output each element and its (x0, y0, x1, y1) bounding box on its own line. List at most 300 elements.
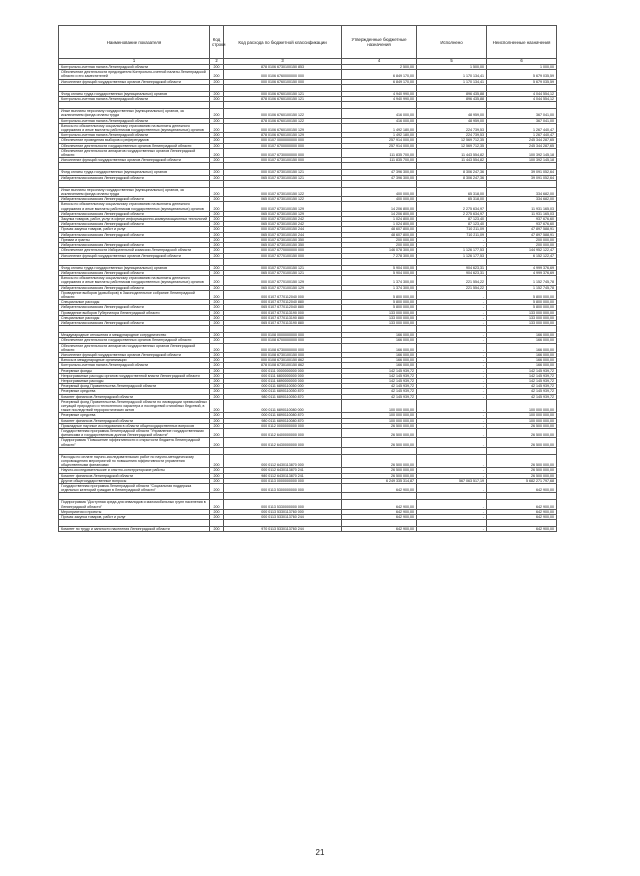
row-indicator-name: Избирательная комиссия Ленинградской области (59, 270, 210, 275)
row-indicator-name: Избирательная комиссия Ленинградской области (59, 305, 210, 310)
row-approved-amount: 2 500,00 (342, 65, 417, 70)
row-executed-amount: - (417, 468, 487, 473)
row-indicator-name: Проведение выборов (довыборов) в Законодательное собрание Ленинградской области (59, 290, 210, 299)
row-indicator-name: Избирательная комиссия Ленинградской области (59, 243, 210, 248)
row-approved-amount (342, 493, 417, 500)
table-row (59, 180, 557, 187)
row-remaining-amount (487, 447, 557, 454)
row-executed-amount: 2 275 634,97 (417, 202, 487, 211)
row-indicator-name: Резервные средства (59, 413, 210, 418)
row-line-code: 200 (210, 333, 224, 338)
row-remaining-amount: 47 897 588,91 (487, 232, 557, 237)
row-remaining-amount: 100 000 000,00 (487, 399, 557, 413)
row-approved-amount (342, 258, 417, 265)
table-row (59, 123, 557, 132)
row-executed-amount: 224 739,53 (417, 123, 487, 132)
row-executed-amount: 12 569 712,35 (417, 138, 487, 143)
row-classification-code: 970 0113 5330113760 244 (224, 527, 342, 532)
row-classification-code (224, 180, 342, 187)
row-remaining-amount: 642 900,00 (487, 484, 557, 493)
row-remaining-amount: 166 000,00 (487, 358, 557, 363)
row-remaining-amount: 26 500 000,00 (487, 473, 557, 478)
row-classification-code: 000 0106 6760100150 129 (224, 123, 342, 132)
row-indicator-name: Контрольно-счетная палата Ленинградской области (59, 65, 210, 70)
row-remaining-amount: 937 676,60 (487, 217, 557, 222)
row-classification-code: 878 0106 6760100150 122 (224, 118, 342, 123)
row-line-code: 200 (210, 175, 224, 180)
row-approved-amount: 47 396 300,00 (342, 170, 417, 175)
row-classification-code: 000 0113 0000000000 000 (224, 478, 342, 483)
row-remaining-amount: 26 500 000,00 (487, 454, 557, 468)
row-classification-code: 000 0111 6890110080 870 (224, 413, 342, 418)
row-remaining-amount: 642 900,00 (487, 527, 557, 532)
row-classification-code: 065 0107 6770113190 880 (224, 320, 342, 325)
row-indicator-name: Специальные расходы (59, 300, 210, 305)
row-indicator-name: Прочая закупка товаров, работ и услуг (59, 515, 210, 520)
row-line-code: 200 (210, 187, 224, 196)
row-executed-amount: 224 739,53 (417, 133, 487, 138)
row-classification-code: 878 0108 6730100150 862 (224, 363, 342, 368)
row-approved-amount: 133 000 000,00 (342, 315, 417, 320)
row-executed-amount: 12 569 712,35 (417, 143, 487, 148)
row-remaining-amount: 5 682 271 797,68 (487, 478, 557, 483)
row-classification-code: 000 0107 6730100150 000 (224, 158, 342, 163)
row-remaining-amount: 142 145 939,72 (487, 373, 557, 378)
row-remaining-amount: 144 952 122,47 (487, 248, 557, 253)
row-remaining-amount: 100 000 000,00 (487, 413, 557, 418)
row-executed-amount: 48 959,00 (417, 109, 487, 118)
row-approved-amount: 642 900,00 (342, 509, 417, 514)
row-classification-code: 065 0107 6730100150 121 (224, 175, 342, 180)
row-approved-amount: 142 145 939,72 (342, 378, 417, 383)
header-indicator-name: Наименование показателя (59, 26, 210, 59)
row-approved-amount: 642 900,00 (342, 527, 417, 532)
row-classification-code: 000 0107 6730100150 350 (224, 237, 342, 242)
row-classification-code: 065 0107 6730100150 122 (224, 197, 342, 202)
row-line-code: 200 (210, 418, 224, 423)
row-line-code: 200 (210, 454, 224, 468)
row-approved-amount: 1 374 300,00 (342, 285, 417, 290)
row-indicator-name (59, 447, 210, 454)
row-approved-amount: 133 000 000,00 (342, 310, 417, 315)
row-remaining-amount: 133 000 000,00 (487, 310, 557, 315)
row-executed-amount: 87 123,40 (417, 222, 487, 227)
row-executed-amount: 1 500,00 (417, 65, 487, 70)
row-remaining-amount (487, 326, 557, 333)
row-executed-amount (417, 326, 487, 333)
row-line-code: 200 (210, 478, 224, 483)
row-executed-amount: 904 623,31 (417, 265, 487, 270)
row-line-code: 200 (210, 138, 224, 143)
row-remaining-amount: 200 000,00 (487, 237, 557, 242)
row-remaining-amount: 642 900,00 (487, 515, 557, 520)
row-line-code: 200 (210, 515, 224, 520)
row-remaining-amount: 166 000,00 (487, 363, 557, 368)
row-remaining-amount: 245 344 287,65 (487, 143, 557, 148)
row-approved-amount: 4 940 990,00 (342, 91, 417, 96)
row-executed-amount: - (417, 418, 487, 423)
row-approved-amount: 5 904 000,00 (342, 265, 417, 270)
row-executed-amount: 221 554,22 (417, 285, 487, 290)
row-executed-amount: - (417, 305, 487, 310)
row-classification-code: 000 0106 6760000000 000 (224, 70, 342, 79)
row-executed-amount: - (417, 320, 487, 325)
row-line-code: 200 (210, 118, 224, 123)
row-classification-code: 000 0112 6430000000 000 (224, 438, 342, 447)
row-executed-amount (417, 258, 487, 265)
row-executed-amount: 1 170 134,41 (417, 79, 487, 84)
row-indicator-name: Государственная программа Ленинградской области "Управление государственными финансами и государственным долгом Ленинградской области" (59, 429, 210, 438)
row-executed-amount: - (417, 373, 487, 378)
row-indicator-name (59, 84, 210, 91)
row-indicator-name: Премии и гранты (59, 237, 210, 242)
row-line-code (210, 102, 224, 109)
row-executed-amount: - (417, 290, 487, 299)
row-classification-code: 878 0106 6730100150 853 (224, 65, 342, 70)
budget-execution-table (58, 25, 557, 532)
row-line-code: 200 (210, 527, 224, 532)
row-executed-amount: - (417, 527, 487, 532)
row-remaining-amount: 367 041,00 (487, 109, 557, 118)
row-indicator-name: Закупка товаров, работ, услуг в сфере информационно-коммуникационных технологий (59, 217, 210, 222)
row-executed-amount (417, 163, 487, 170)
row-remaining-amount: 26 500 000,00 (487, 468, 557, 473)
row-line-code: 200 (210, 202, 224, 211)
row-remaining-amount: 39 091 052,64 (487, 170, 557, 175)
table-row (59, 187, 557, 196)
row-line-code: 200 (210, 285, 224, 290)
row-approved-amount: 100 000 000,00 (342, 413, 417, 418)
table-row (59, 500, 557, 509)
row-indicator-name: Резервный фонд Правительства Ленинградской области по ликвидации чрезвычайных ситуаций природного и техногенного характера и последствий стихийных бедствий, в также последствий террористических актов (59, 399, 210, 413)
table-row (59, 163, 557, 170)
row-remaining-amount: 4 044 554,12 (487, 97, 557, 102)
row-approved-amount: 146 078 300,00 (342, 248, 417, 253)
row-line-code: 200 (210, 509, 224, 514)
row-line-code: 200 (210, 248, 224, 253)
row-classification-code: 000 0111 6890110050 000 (224, 384, 342, 389)
row-remaining-amount: 133 000 000,00 (487, 315, 557, 320)
row-executed-amount: - (417, 484, 487, 493)
row-executed-amount: - (417, 338, 487, 343)
row-classification-code: 000 0107 0000000000 000 (224, 138, 342, 143)
row-approved-amount: 6 849 170,00 (342, 70, 417, 79)
table-row (59, 102, 557, 109)
row-executed-amount: 2 275 634,97 (417, 211, 487, 216)
row-remaining-amount: 642 900,00 (487, 509, 557, 514)
row-line-code: 200 (210, 389, 224, 394)
row-indicator-name (59, 520, 210, 527)
row-approved-amount: 26 500 000,00 (342, 473, 417, 478)
row-indicator-name: Прикладные научные исследования в области общегосударственных вопросов (59, 423, 210, 428)
row-executed-amount: - (417, 363, 487, 368)
row-approved-amount: 26 500 000,00 (342, 423, 417, 428)
row-line-code: 200 (210, 170, 224, 175)
row-remaining-amount: 4 999 376,69 (487, 270, 557, 275)
row-classification-code: 878 0106 6760100150 129 (224, 133, 342, 138)
row-classification-code: 980 0111 6890110050 870 (224, 394, 342, 399)
row-remaining-amount: 367 041,00 (487, 118, 557, 123)
row-classification-code: 000 0106 6760100150 000 (224, 79, 342, 84)
row-line-code (210, 84, 224, 91)
row-line-code: 200 (210, 243, 224, 248)
row-line-code: 200 (210, 109, 224, 118)
row-classification-code: 000 0107 6770100150 129 (224, 276, 342, 285)
row-approved-amount: 14 206 800,00 (342, 211, 417, 216)
column-number: 2 (210, 59, 224, 65)
row-remaining-amount: 26 500 000,00 (487, 423, 557, 428)
row-line-code: 200 (210, 399, 224, 413)
row-remaining-amount (487, 163, 557, 170)
row-approved-amount: 200 000,00 (342, 243, 417, 248)
row-executed-amount: - (417, 378, 487, 383)
row-executed-amount: - (417, 515, 487, 520)
row-approved-amount (342, 163, 417, 170)
row-indicator-name: Комитет по труду и занятости населения Ленинградской области (59, 527, 210, 532)
row-approved-amount: 1 024 800,00 (342, 222, 417, 227)
row-approved-amount: 5 800 000,00 (342, 300, 417, 305)
row-approved-amount: 142 145 939,72 (342, 373, 417, 378)
row-line-code: 200 (210, 320, 224, 325)
row-line-code: 200 (210, 429, 224, 438)
row-executed-amount: - (417, 500, 487, 509)
row-executed-amount: 1 126 177,53 (417, 248, 487, 253)
row-indicator-name: Взносы по обязательному социальному страхованию на выплаты денежного содержания и иные выплаты работникам государственных (муниципальных) органов (59, 123, 210, 132)
row-approved-amount: 166 000,00 (342, 363, 417, 368)
row-line-code: 200 (210, 338, 224, 343)
row-approved-amount: 5 800 000,00 (342, 305, 417, 310)
row-approved-amount: 100 000 000,00 (342, 418, 417, 423)
row-line-code: 200 (210, 363, 224, 368)
row-remaining-amount: 642 900,00 (487, 500, 557, 509)
header-remaining: Неисполненные назначения (487, 26, 557, 59)
row-approved-amount: 166 000,00 (342, 358, 417, 363)
row-executed-amount: 87 123,40 (417, 217, 487, 222)
row-executed-amount: 48 959,00 (417, 118, 487, 123)
row-approved-amount: 111 835 700,00 (342, 148, 417, 157)
row-indicator-name: Непрограммные расходы органов государственной власти Ленинградской области (59, 373, 210, 378)
row-classification-code (224, 84, 342, 91)
column-number: 6 (487, 59, 557, 65)
row-line-code: 200 (210, 143, 224, 148)
column-number: 4 (342, 59, 417, 65)
row-approved-amount: 26 500 000,00 (342, 468, 417, 473)
table-row (59, 493, 557, 500)
row-approved-amount: 7 278 300,00 (342, 253, 417, 258)
table-row (59, 399, 557, 413)
row-classification-code (224, 258, 342, 265)
column-number: 3 (224, 59, 342, 65)
row-executed-amount: - (417, 310, 487, 315)
row-approved-amount: 26 500 000,00 (342, 454, 417, 468)
row-line-code: 200 (210, 352, 224, 357)
row-remaining-amount: 133 000 000,00 (487, 320, 557, 325)
row-indicator-name: Взносы по обязательному социальному страхованию на выплаты денежного содержания и иные выплаты работникам государственных (муниципальных) органов (59, 276, 210, 285)
row-approved-amount (342, 326, 417, 333)
row-classification-code: 000 0113 5330000000 000 (224, 500, 342, 509)
row-remaining-amount: 142 145 939,72 (487, 368, 557, 373)
row-remaining-amount: 42 145 939,72 (487, 389, 557, 394)
row-approved-amount: 133 000 000,00 (342, 320, 417, 325)
row-indicator-name: Обеспечение деятельности государственных органов Ленинградской области (59, 143, 210, 148)
row-approved-amount: 1 024 800,00 (342, 217, 417, 222)
row-indicator-name: Исполнение функций государственных органов Ленинградской области (59, 352, 210, 357)
table-row (59, 429, 557, 438)
row-line-code (210, 163, 224, 170)
row-remaining-amount (487, 84, 557, 91)
row-indicator-name: Исполнение функций государственных органов Ленинградской области (59, 158, 210, 163)
row-remaining-amount: 5 800 000,00 (487, 300, 557, 305)
row-classification-code: 000 0113 5300000000 000 (224, 484, 342, 493)
table-row (59, 527, 557, 532)
row-indicator-name: Резервные фонды (59, 368, 210, 373)
row-executed-amount: 11 443 554,82 (417, 158, 487, 163)
row-remaining-amount: 100 392 145,18 (487, 148, 557, 157)
row-line-code: 200 (210, 123, 224, 132)
row-indicator-name: Контрольно-счетная палата Ленинградской области (59, 363, 210, 368)
row-approved-amount: 48 607 800,00 (342, 227, 417, 232)
row-executed-amount: 11 443 554,82 (417, 148, 487, 157)
row-approved-amount: 142 145 939,72 (342, 368, 417, 373)
row-approved-amount: 47 396 300,00 (342, 175, 417, 180)
row-indicator-name: Фонд оплаты труда государственных (муниципальных) органов (59, 265, 210, 270)
row-executed-amount: - (417, 394, 487, 399)
row-indicator-name: Контрольно-счетная палата Ленинградской области (59, 118, 210, 123)
row-line-code: 200 (210, 148, 224, 157)
row-classification-code: 000 0113 5330113760 244 (224, 515, 342, 520)
row-remaining-amount: 100 392 145,18 (487, 158, 557, 163)
row-line-code: 200 (210, 394, 224, 399)
row-indicator-name: Обеспечение деятельности государственных органов Ленинградской области (59, 338, 210, 343)
row-classification-code: 000 0106 6760100150 121 (224, 91, 342, 96)
row-indicator-name: Прочая закупка товаров, работ и услуг (59, 227, 210, 232)
row-executed-amount (417, 493, 487, 500)
row-line-code: 200 (210, 65, 224, 70)
row-approved-amount: 100 000 000,00 (342, 399, 417, 413)
row-approved-amount: 200 000,00 (342, 237, 417, 242)
row-indicator-name: Международные отношения и международное сотрудничество (59, 333, 210, 338)
row-line-code: 200 (210, 413, 224, 418)
row-approved-amount: 42 145 939,72 (342, 394, 417, 399)
row-remaining-amount: 26 500 000,00 (487, 429, 557, 438)
row-classification-code: 065 0107 6770100150 121 (224, 270, 342, 275)
row-line-code: 200 (210, 197, 224, 202)
row-indicator-name: Научно-исследовательские и опытно-конструкторские работы (59, 468, 210, 473)
row-indicator-name: Избирательная комиссия Ленинградской области (59, 211, 210, 216)
row-executed-amount: - (417, 343, 487, 352)
row-line-code: 200 (210, 343, 224, 352)
table-row (59, 148, 557, 157)
table-row (59, 276, 557, 285)
row-indicator-name: Комитет финансов Ленинградской области (59, 394, 210, 399)
row-classification-code: 000 0107 6770113190 000 (224, 310, 342, 315)
table-header-row (59, 26, 557, 59)
row-indicator-name: Иные выплаты персоналу государственных (муниципальных) органов, за исключением фонда оплаты труда (59, 187, 210, 196)
row-remaining-amount: 5 800 000,00 (487, 305, 557, 310)
row-classification-code: 878 0106 6760100150 121 (224, 97, 342, 102)
row-indicator-name (59, 258, 210, 265)
row-classification-code: 000 0113 5330113760 000 (224, 509, 342, 514)
budget-report-sheet (58, 25, 556, 532)
row-classification-code: 000 0111 6890000000 000 (224, 378, 342, 383)
row-executed-amount: - (417, 300, 487, 305)
row-classification-code: 000 0112 6430113870 241 (224, 468, 342, 473)
row-classification-code: 000 0108 6700000000 000 (224, 338, 342, 343)
row-classification-code: 000 0111 6890110080 000 (224, 399, 342, 413)
row-line-code: 200 (210, 423, 224, 428)
row-indicator-name: Избирательная комиссия Ленинградской области (59, 285, 210, 290)
row-remaining-amount: 1 152 745,78 (487, 285, 557, 290)
row-indicator-name: Взносы в международные организации (59, 358, 210, 363)
row-executed-amount: 65 318,00 (417, 187, 487, 196)
row-executed-amount (417, 84, 487, 91)
row-approved-amount (342, 84, 417, 91)
row-classification-code (224, 163, 342, 170)
row-classification-code: 000 0106 6760100150 122 (224, 109, 342, 118)
row-executed-amount: 1 126 177,53 (417, 253, 487, 258)
row-executed-amount: - (417, 399, 487, 413)
row-indicator-name: Обеспечение деятельности Избирательной комиссии Ленинградской области (59, 248, 210, 253)
row-executed-amount: - (417, 389, 487, 394)
row-line-code: 200 (210, 300, 224, 305)
row-remaining-amount: 11 931 165,03 (487, 202, 557, 211)
row-classification-code (224, 493, 342, 500)
row-line-code: 200 (210, 265, 224, 270)
row-approved-amount: 42 145 939,72 (342, 384, 417, 389)
row-line-code: 200 (210, 97, 224, 102)
row-indicator-name: Взносы по обязательному социальному страхованию на выплаты денежного содержания и иные выплаты работникам государственных (муниципальных) органов (59, 202, 210, 211)
row-indicator-name: Иные выплаты персоналу государственных (муниципальных) органов, за исключением фонда оплаты труда (59, 109, 210, 118)
page-number: 21 (315, 848, 325, 857)
row-remaining-amount: 245 344 287,65 (487, 138, 557, 143)
row-indicator-name: Государственная программа Ленинградской области "Социальная поддержка отдельных категорий граждан в Ленинградской области" (59, 484, 210, 493)
row-remaining-amount: 5 679 035,59 (487, 70, 557, 79)
column-number: 1 (59, 59, 210, 65)
row-classification-code: 065 0107 6730100150 129 (224, 211, 342, 216)
row-classification-code: 000 0107 6730100150 242 (224, 217, 342, 222)
row-indicator-name: Избирательная комиссия Ленинградской области (59, 175, 210, 180)
row-classification-code: 000 0107 6730100150 129 (224, 202, 342, 211)
table-row (59, 520, 557, 527)
row-remaining-amount: 39 091 052,64 (487, 175, 557, 180)
row-line-code: 200 (210, 211, 224, 216)
row-executed-amount: 65 318,00 (417, 197, 487, 202)
header-executed: Исполнено (417, 26, 487, 59)
row-line-code: 200 (210, 253, 224, 258)
row-line-code: 200 (210, 276, 224, 285)
row-indicator-name: Исполнение функций государственных органов Ленинградской области (59, 253, 210, 258)
row-classification-code: 000 0107 6730100150 121 (224, 170, 342, 175)
row-classification-code: 000 0108 6730100150 000 (224, 352, 342, 357)
row-line-code: 200 (210, 217, 224, 222)
row-remaining-amount: 47 897 588,91 (487, 227, 557, 232)
row-classification-code: 000 0107 6730000000 000 (224, 148, 342, 157)
table-row (59, 343, 557, 352)
row-approved-amount: 111 835 700,00 (342, 158, 417, 163)
row-indicator-name: Специальные расходы (59, 315, 210, 320)
row-classification-code: 000 0107 6770113190 880 (224, 315, 342, 320)
row-classification-code (224, 326, 342, 333)
row-executed-amount: - (417, 315, 487, 320)
row-classification-code (224, 447, 342, 454)
row-line-code: 200 (210, 358, 224, 363)
row-executed-amount: 8 306 247,36 (417, 175, 487, 180)
row-indicator-name: Контрольно-счетная палата Ленинградской области (59, 97, 210, 102)
row-indicator-name: Резервные средства (59, 389, 210, 394)
row-executed-amount: - (417, 243, 487, 248)
row-line-code: 200 (210, 227, 224, 232)
row-remaining-amount: 100 000 000,00 (487, 418, 557, 423)
